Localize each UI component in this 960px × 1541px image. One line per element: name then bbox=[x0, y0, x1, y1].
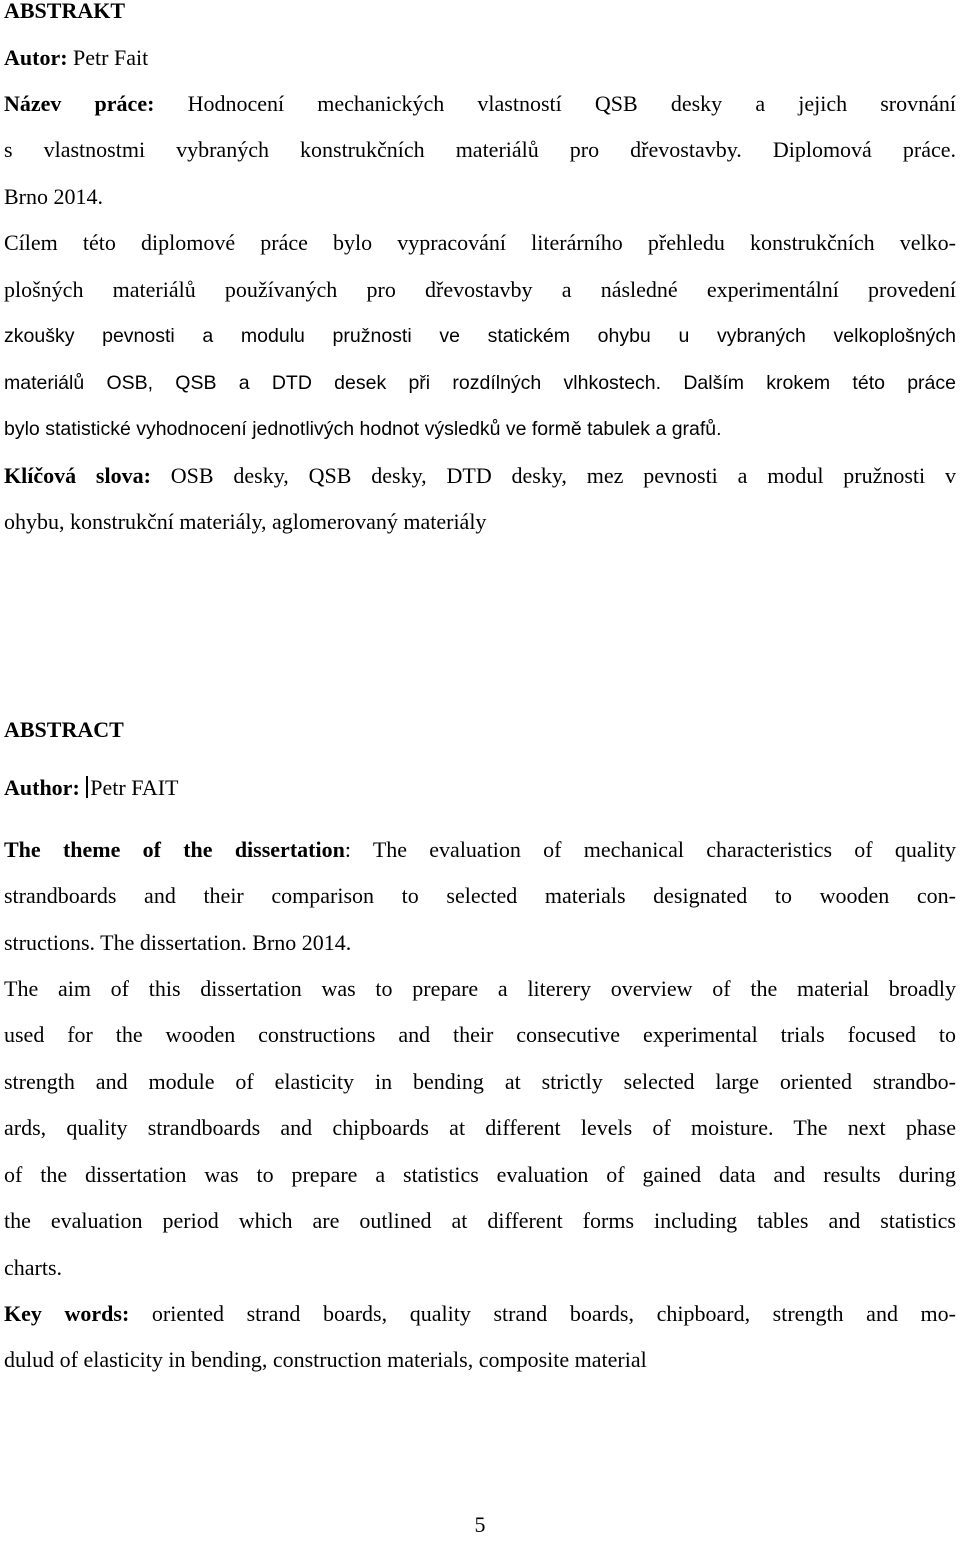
text-cursor bbox=[86, 776, 88, 798]
cz-body-line-5: bylo statistické vyhodnocení jednotlivých hodnot výsledků ve formě tabulek a grafů. bbox=[4, 418, 722, 440]
cz-body-line-1: Cílem této diplomové práce bylo vypracování literárního přehledu konstrukčních velko- bbox=[4, 230, 956, 255]
cz-author: Autor: Petr Fait bbox=[4, 45, 149, 70]
en-body-line-3: strength and module of elasticity in bending at strictly selected large oriented strandbo- bbox=[4, 1069, 956, 1094]
en-keywords-line-2: dulud of elasticity in bending, construction materials, composite material bbox=[4, 1347, 647, 1372]
cz-keywords-line-2: ohybu, konstrukční materiály, aglomerovaný materiály bbox=[4, 509, 487, 534]
en-body-line-5: of the dissertation was to prepare a statistics evaluation of gained data and results during bbox=[4, 1162, 956, 1187]
en-body-line-1: The aim of this dissertation was to prepare a literery overview of the material broadly bbox=[4, 976, 956, 1001]
en-body-line-2: used for the wooden constructions and their consecutive experimental trials focused to bbox=[4, 1022, 956, 1047]
cz-title-line-3: Brno 2014. bbox=[4, 184, 103, 209]
cz-keywords-line-1: Klíčová slova: OSB desky, QSB desky, DTD desky, mez pevnosti a modul pružnosti v bbox=[4, 463, 956, 488]
abstract-heading: ABSTRACT bbox=[4, 717, 124, 742]
cz-body-line-4: materiálů OSB, QSB a DTD desek při rozdílných vlhkostech. Dalším krokem této práce bbox=[4, 372, 956, 394]
en-author: Author: Petr FAIT bbox=[4, 775, 179, 800]
en-theme-line-2: strandboards and their comparison to selected materials designated to wooden con- bbox=[4, 883, 956, 908]
en-theme-line-3: structions. The dissertation. Brno 2014. bbox=[4, 930, 352, 955]
cz-body-line-2: plošných materiálů používaných pro dřevostavby a následné experimentální provedení bbox=[4, 277, 956, 302]
en-keywords-line-1: Key words: oriented strand boards, quality strand boards, chipboard, strength and mo- bbox=[4, 1301, 956, 1326]
cz-title-line-2: s vlastnostmi vybraných konstrukčních materiálů pro dřevostavby. Diplomová práce. bbox=[4, 137, 956, 162]
cz-title-line-1: Název práce: Hodnocení mechanických vlastností QSB desky a jejich srovnání bbox=[4, 91, 956, 116]
en-body-line-4: ards, quality strandboards and chipboards at different levels of moisture. The next phase bbox=[4, 1115, 956, 1140]
abstrakt-heading: ABSTRAKT bbox=[4, 0, 126, 23]
en-theme-line-1: The theme of the dissertation: The evaluation of mechanical characteristics of quality bbox=[4, 837, 956, 862]
en-body-line-7: charts. bbox=[4, 1255, 63, 1280]
cz-body-line-3: zkoušky pevnosti a modulu pružnosti ve statickém ohybu u vybraných velkoplošných bbox=[4, 325, 956, 347]
page-number: 5 bbox=[474, 1512, 486, 1537]
en-body-line-6: the evaluation period which are outlined at different forms including tables and statistics bbox=[4, 1208, 956, 1233]
